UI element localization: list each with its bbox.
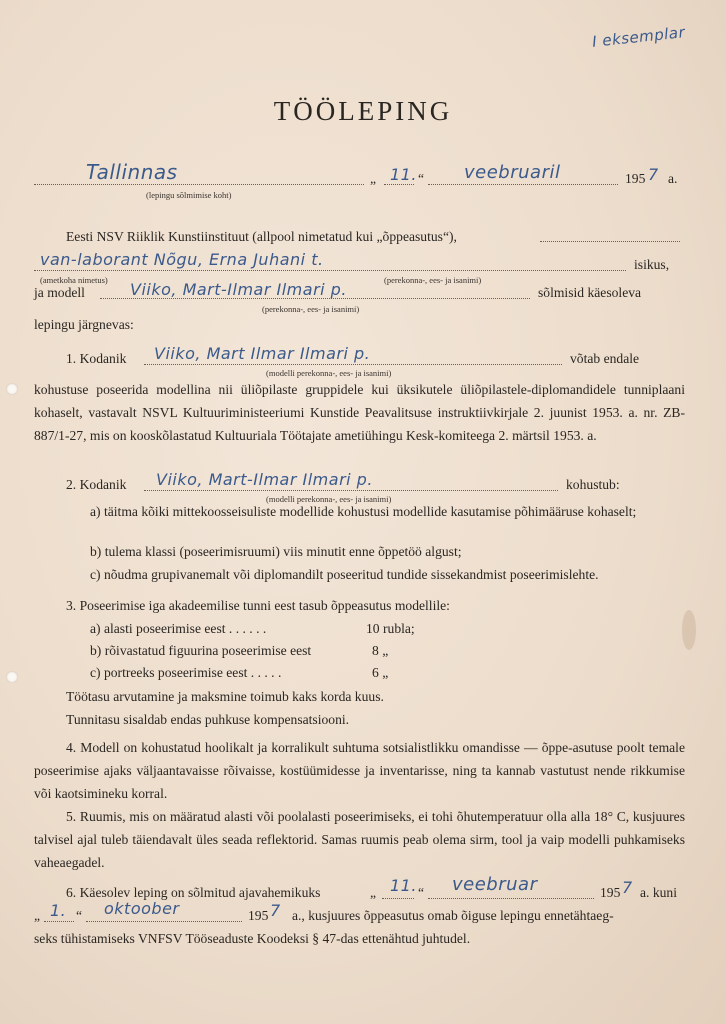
p2-prefix: 2. Kodanik <box>66 477 127 492</box>
model-handwritten: Viiko, Mart-Ilmar Ilmari p. <box>130 280 347 299</box>
year-suffix: a. <box>668 171 678 186</box>
p6-to-day-line <box>44 921 74 922</box>
place-line <box>34 184 364 185</box>
p6-from-day-handwritten: 11. <box>390 876 417 895</box>
p6-to-year-handwritten: 7 <box>270 901 281 920</box>
p2-item-c: c) nõudma grupivanemalt või diplomandilt poseeritud tundide sissekandmist poseerimislehte. <box>90 567 599 582</box>
date-month-handwritten: veebruaril <box>464 162 561 183</box>
institute-line: Eesti NSV Riiklik Kunstiinstituut (allpool nimetatud kui „õppeasutus“), <box>66 229 457 244</box>
p1-caption: (modelli perekonna-, ees- ja isanimi) <box>266 368 392 378</box>
p6-prefix: 6. Käesolev leping on sõlmitud ajavahemikuks <box>66 885 321 900</box>
punch-hole-top <box>6 383 18 395</box>
p2-item-a: a) täitma kõiki mittekoosseisuliste modellide kohustusi modellide kasutamise põhimääruse kohaselt; <box>90 504 637 519</box>
p6-from-year-suffix: a. kuni <box>640 885 677 900</box>
rate-b-label: b) rõivastatud figuurina poseerimise eest <box>90 643 312 658</box>
p2-caption: (modelli perekonna-, ees- ja isanimi) <box>266 494 392 504</box>
rate-a-value: 10 rubla; <box>366 621 415 636</box>
punch-hole-bottom <box>6 671 18 683</box>
year-handwritten: 7 <box>648 165 659 184</box>
model-prefix: ja modell <box>34 285 85 300</box>
p2-name-handwritten: Viiko, Mart-Ilmar Ilmari p. <box>156 470 373 489</box>
p6-line2-rest: a., kusjuures õppeasutus omab õiguse lepingu ennetähtaeg- <box>292 908 614 923</box>
representative-suffix: isikus, <box>634 257 670 272</box>
p1-name-handwritten: Viiko, Mart Ilmar Ilmari p. <box>154 344 371 363</box>
year-prefix: 195 <box>625 171 646 186</box>
date-close-quote: “ <box>418 171 425 186</box>
p2-suffix: kohustub: <box>566 477 620 492</box>
place-handwritten: Tallinnas <box>86 160 178 184</box>
p6-from-year-handwritten: 7 <box>622 878 633 897</box>
p6-to-close: “ <box>76 908 83 923</box>
p3-intro: 3. Poseerimise iga akadeemilise tunni eest tasub õppeasutus modellile: <box>66 598 450 613</box>
p6-to-month-handwritten: oktoober <box>104 899 180 918</box>
p6-from-day-line <box>382 898 414 899</box>
p1-text: kohustuse poseerida modellina nii üliõpilaste gruppidele kui üksikutele üliõpilastele-diplomandidele tunniplaani kohaselt, vastavalt NSVL Kultuuriministeeriumi Kunstide Peavalitsuse instruktiivkirjale 2. juunist 1953. a. nr. ZB-887/1-27, mis on kooskõlastatud Kultuuriala Töötajate ametiühingu Kesk-komiteega 2. märtsil 1953. a. <box>34 382 685 443</box>
date-day-line <box>384 184 414 185</box>
date-day-handwritten: 11. <box>390 165 417 184</box>
document-title: TÖÖLEPING <box>273 96 453 126</box>
paper-stain <box>682 610 696 650</box>
rate-c-label: c) portreeks poseerimise eest . . . . . <box>90 665 282 680</box>
representative-caption-right: (perekonna-, ees- ja isanimi) <box>384 275 482 285</box>
p6-from-month-line <box>428 898 594 899</box>
p3-vacation: Tunnitasu sisaldab endas puhkuse kompensatsiooni. <box>66 712 350 727</box>
date-month-line <box>428 184 618 185</box>
p4-text: 4. Modell on kohustatud hoolikalt ja korralikult suhtuma sotsialistlikku omandisse — õppe-asutuse poolt temale poseerimise ajaks väljaantavaisse rõivaisse, kostüümidesse ja inventarisse, ning ta kannab vastutust nende rikkumise või kaotsimineku korral. <box>34 740 685 801</box>
p6-to-year-prefix: 195 <box>248 908 269 923</box>
representative-caption-left: (ametkoha nimetus) <box>40 275 108 285</box>
rate-a-label: a) alasti poseerimise eest . . . . . . <box>90 621 267 636</box>
place-caption: (lepingu sõlmimise koht) <box>146 190 232 200</box>
p6-from-month-handwritten: veebruar <box>452 874 538 895</box>
representative-handwritten: van-laborant Nõgu, Erna Juhani t. <box>40 250 324 269</box>
rate-b-value: 8 „ <box>372 643 389 658</box>
representative-line <box>34 270 626 271</box>
p6-from-close: “ <box>418 885 425 900</box>
p6-to-day-handwritten: 1. <box>50 901 67 920</box>
p6-to-month-line <box>86 921 242 922</box>
p1-suffix: võtab endale <box>570 351 640 366</box>
date-open-quote: „ <box>370 171 377 186</box>
p6-line3: seks tühistamiseks VNFSV Tööseaduste Koodeksi § 47-das ettenähtud juhtudel. <box>34 931 471 946</box>
p2-name-line <box>144 490 558 491</box>
p6-from-year-prefix: 195 <box>600 885 621 900</box>
p5-text: 5. Ruumis, mis on määratud alasti või poolalasti poseerimiseks, ei tohi õhutemperatuur olla alla 18° C, kusjuures talvisel ajal tuleb täiendavalt üles seada reflektorid. Samas ruumis peab olema sirm, tool ja vaip modelli puhkamiseks vaheaegadel. <box>34 809 685 870</box>
model-caption: (perekonna-, ees- ja isanimi) <box>262 304 360 314</box>
p1-prefix: 1. Kodanik <box>66 351 127 366</box>
p3-pay: Töötasu arvutamine ja maksmine toimub kaks korda kuus. <box>66 689 384 704</box>
p2-item-b: b) tulema klassi (poseerimisruumi) viis minutit enne õppetöö algust; <box>90 544 462 559</box>
institute-dotline <box>540 241 680 242</box>
model-suffix: sõlmisid käesoleva <box>538 285 642 300</box>
corner-note: I eksemplar <box>591 23 686 51</box>
p6-to-open: „ <box>34 908 41 923</box>
p1-name-line <box>144 364 562 365</box>
rate-c-value: 6 „ <box>372 665 389 680</box>
intro-closing: lepingu järgnevas: <box>34 317 134 332</box>
p6-from-open: „ <box>370 885 377 900</box>
